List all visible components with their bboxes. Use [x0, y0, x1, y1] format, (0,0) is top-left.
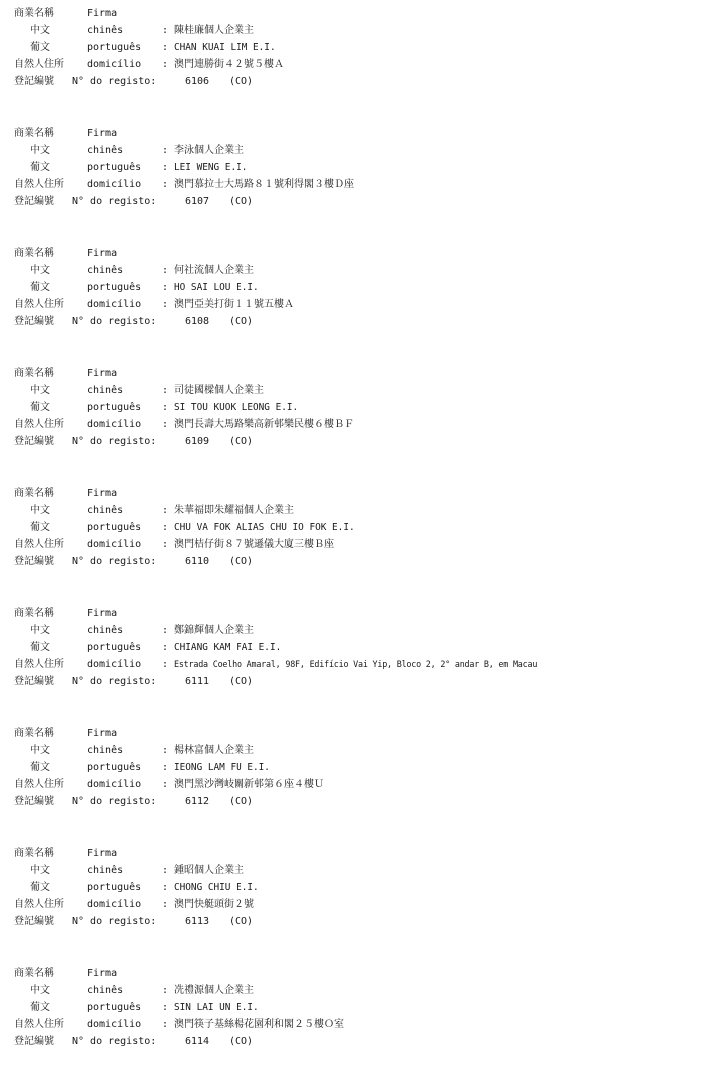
firma-label-pt: Firma: [87, 248, 118, 259]
registo-label-pt: N° do registo:: [72, 676, 157, 687]
registo-code: (CO): [229, 556, 254, 567]
domicilio-line: [0, 536, 714, 553]
registo-number: 6107: [185, 196, 210, 207]
portugues-label-cjk: 葡文: [30, 162, 50, 173]
firma-label-cjk: 商業名稱: [14, 248, 54, 259]
domicilio-line: [0, 656, 714, 673]
portugues-label-pt: português: [87, 282, 142, 293]
firma-label-pt: Firma: [87, 608, 118, 619]
separator: :: [162, 865, 169, 876]
chines-label-cjk: 中文: [30, 385, 50, 396]
separator: :: [162, 522, 169, 533]
chines-name-value: 冼禮源個人企業主: [174, 985, 254, 996]
firma-line: [0, 605, 714, 622]
separator: :: [162, 659, 169, 670]
registo-label-pt: N° do registo:: [72, 1036, 157, 1047]
separator: :: [162, 882, 169, 893]
domicilio-value: Estrada Coelho Amaral, 98F, Edifício Vai Yip, Bloco 2, 2° andar B, em Macau: [174, 659, 538, 669]
domicilio-label-cjk: 自然人住所: [14, 299, 64, 310]
domicilio-label-pt: domicílio: [87, 419, 142, 430]
firma-line: [0, 365, 714, 382]
portugues-line: [0, 399, 714, 416]
chines-label-cjk: 中文: [30, 745, 50, 756]
domicilio-label-pt: domicílio: [87, 59, 142, 70]
firma-line: [0, 245, 714, 262]
chines-line: [0, 22, 714, 39]
domicilio-label-cjk: 自然人住所: [14, 899, 64, 910]
firma-label-cjk: 商業名稱: [14, 728, 54, 739]
chines-label-pt: chinês: [87, 625, 124, 636]
domicilio-value: 澳門連勝街４２號５樓Ａ: [174, 59, 284, 70]
registo-line: [0, 73, 714, 90]
separator: :: [162, 299, 169, 310]
chines-line: [0, 382, 714, 399]
domicilio-line: [0, 776, 714, 793]
registo-number: 6108: [185, 316, 210, 327]
portugues-label-pt: português: [87, 1002, 142, 1013]
domicilio-label-pt: domicílio: [87, 779, 142, 790]
portugues-name-value: HO SAI LOU E.I.: [174, 282, 259, 293]
registo-label-cjk: 登記編號: [14, 796, 54, 807]
portugues-line: [0, 999, 714, 1016]
portugues-name-value: CHONG CHIU E.I.: [174, 882, 259, 893]
chines-name-value: 李泳個人企業主: [174, 145, 244, 156]
firma-label-pt: Firma: [87, 848, 118, 859]
registo-line: [0, 793, 714, 810]
firma-label-pt: Firma: [87, 728, 118, 739]
domicilio-label-cjk: 自然人住所: [14, 419, 64, 430]
separator: :: [162, 419, 169, 430]
domicilio-label-cjk: 自然人住所: [14, 659, 64, 670]
chines-name-value: 司徒國樑個人企業主: [174, 385, 264, 396]
separator: :: [162, 402, 169, 413]
portugues-name-value: CHAN KUAI LIM E.I.: [174, 42, 276, 53]
separator: :: [162, 265, 169, 276]
chines-name-value: 楊林富個人企業主: [174, 745, 254, 756]
registo-label-cjk: 登記編號: [14, 196, 54, 207]
separator: :: [162, 539, 169, 550]
chines-name-value: 陳桂廉個人企業主: [174, 25, 254, 36]
registo-code: (CO): [229, 796, 254, 807]
registo-line: [0, 193, 714, 210]
registo-label-pt: N° do registo:: [72, 76, 157, 87]
separator: :: [162, 779, 169, 790]
firma-label-pt: Firma: [87, 128, 118, 139]
portugues-label-pt: português: [87, 402, 142, 413]
portugues-label-cjk: 葡文: [30, 282, 50, 293]
portugues-name-value: SIN LAI UN E.I.: [174, 1002, 259, 1013]
chines-line: [0, 262, 714, 279]
portugues-name-value: CHU VA FOK ALIAS CHU IO FOK E.I.: [174, 522, 355, 533]
chines-name-value: 鄭錦輝個人企業主: [174, 625, 254, 636]
portugues-name-value: SI TOU KUOK LEONG E.I.: [174, 402, 299, 413]
domicilio-value: 澳門亞美打街１１號五樓Ａ: [174, 299, 294, 310]
chines-line: [0, 742, 714, 759]
separator: :: [162, 1019, 169, 1030]
domicilio-label-cjk: 自然人住所: [14, 179, 64, 190]
portugues-label-cjk: 葡文: [30, 642, 50, 653]
registo-line: [0, 673, 714, 690]
separator: :: [162, 59, 169, 70]
domicilio-label-pt: domicílio: [87, 1019, 142, 1030]
registo-label-cjk: 登記編號: [14, 436, 54, 447]
domicilio-line: [0, 176, 714, 193]
registo-number: 6114: [185, 1036, 210, 1047]
domicilio-label-cjk: 自然人住所: [14, 1019, 64, 1030]
separator: :: [162, 42, 169, 53]
domicilio-line: [0, 1016, 714, 1033]
registry-record: [0, 5, 714, 125]
portugues-label-pt: português: [87, 522, 142, 533]
registo-code: (CO): [229, 916, 254, 927]
chines-label-pt: chinês: [87, 145, 124, 156]
chines-label-pt: chinês: [87, 865, 124, 876]
registo-line: [0, 313, 714, 330]
domicilio-value: 澳門慕拉士大馬路８１號利得閣３樓Ｄ座: [174, 179, 354, 190]
registo-label-cjk: 登記編號: [14, 556, 54, 567]
chines-line: [0, 502, 714, 519]
registo-code: (CO): [229, 196, 254, 207]
registo-code: (CO): [229, 436, 254, 447]
domicilio-label-pt: domicílio: [87, 299, 142, 310]
separator: :: [162, 179, 169, 190]
registo-code: (CO): [229, 676, 254, 687]
portugues-label-pt: português: [87, 42, 142, 53]
domicilio-value: 澳門黑沙灣岐關新邨第６座４樓Ｕ: [174, 779, 324, 790]
registo-label-cjk: 登記編號: [14, 316, 54, 327]
chines-label-cjk: 中文: [30, 865, 50, 876]
firma-line: [0, 965, 714, 982]
registo-label-pt: N° do registo:: [72, 316, 157, 327]
registo-label-pt: N° do registo:: [72, 916, 157, 927]
domicilio-label-pt: domicílio: [87, 659, 142, 670]
chines-label-pt: chinês: [87, 265, 124, 276]
registo-number: 6109: [185, 436, 210, 447]
chines-name-value: 何社流個人企業主: [174, 265, 254, 276]
domicilio-label-cjk: 自然人住所: [14, 59, 64, 70]
registry-record: [0, 485, 714, 605]
chines-label-pt: chinês: [87, 385, 124, 396]
domicilio-label-cjk: 自然人住所: [14, 539, 64, 550]
chines-label-cjk: 中文: [30, 985, 50, 996]
firma-label-cjk: 商業名稱: [14, 128, 54, 139]
registo-number: 6112: [185, 796, 210, 807]
registo-label-pt: N° do registo:: [72, 556, 157, 567]
firma-label-cjk: 商業名稱: [14, 8, 54, 19]
separator: :: [162, 25, 169, 36]
registo-line: [0, 433, 714, 450]
domicilio-value: 澳門筷子基絲楊花園利和閣２５樓Ｏ室: [174, 1019, 344, 1030]
separator: :: [162, 282, 169, 293]
domicilio-line: [0, 416, 714, 433]
registry-record: [0, 365, 714, 485]
chines-line: [0, 142, 714, 159]
domicilio-line: [0, 56, 714, 73]
firma-line: [0, 485, 714, 502]
registo-line: [0, 913, 714, 930]
domicilio-line: [0, 296, 714, 313]
registry-list: [0, 5, 714, 1085]
firma-label-pt: Firma: [87, 488, 118, 499]
separator: :: [162, 899, 169, 910]
chines-label-pt: chinês: [87, 745, 124, 756]
domicilio-value: 澳門桔仔街８７號遜儀大廈三樓Ｂ座: [174, 539, 334, 550]
registo-number: 6113: [185, 916, 210, 927]
registo-line: [0, 1033, 714, 1050]
registry-record: [0, 605, 714, 725]
registry-record: [0, 245, 714, 365]
portugues-line: [0, 759, 714, 776]
registry-record: [0, 965, 714, 1085]
portugues-label-cjk: 葡文: [30, 522, 50, 533]
portugues-name-value: CHIANG KAM FAI E.I.: [174, 642, 282, 653]
portugues-label-pt: português: [87, 882, 142, 893]
chines-label-cjk: 中文: [30, 145, 50, 156]
registo-label-cjk: 登記編號: [14, 76, 54, 87]
separator: :: [162, 162, 169, 173]
separator: :: [162, 745, 169, 756]
chines-name-value: 鍾昭個人企業主: [174, 865, 244, 876]
chines-line: [0, 622, 714, 639]
domicilio-value: 澳門長壽大馬路樂高新邨樂民樓６樓ＢＦ: [174, 419, 354, 430]
chines-label-pt: chinês: [87, 25, 124, 36]
firma-label-cjk: 商業名稱: [14, 848, 54, 859]
portugues-line: [0, 39, 714, 56]
registo-label-cjk: 登記編號: [14, 916, 54, 927]
portugues-name-value: IEONG LAM FU E.I.: [174, 762, 270, 773]
firma-line: [0, 845, 714, 862]
registo-number: 6111: [185, 676, 210, 687]
firma-line: [0, 5, 714, 22]
separator: :: [162, 985, 169, 996]
separator: :: [162, 625, 169, 636]
separator: :: [162, 145, 169, 156]
domicilio-value: 澳門快艇頭街２號: [174, 899, 254, 910]
portugues-label-cjk: 葡文: [30, 882, 50, 893]
registo-label-pt: N° do registo:: [72, 436, 157, 447]
registo-line: [0, 553, 714, 570]
chines-label-cjk: 中文: [30, 265, 50, 276]
separator: :: [162, 505, 169, 516]
registo-number: 6110: [185, 556, 210, 567]
domicilio-label-pt: domicílio: [87, 179, 142, 190]
chines-line: [0, 982, 714, 999]
domicilio-label-pt: domicílio: [87, 539, 142, 550]
portugues-label-cjk: 葡文: [30, 42, 50, 53]
firma-label-pt: Firma: [87, 8, 118, 19]
chines-label-pt: chinês: [87, 985, 124, 996]
portugues-label-cjk: 葡文: [30, 1002, 50, 1013]
firma-label-pt: Firma: [87, 368, 118, 379]
registo-label-cjk: 登記編號: [14, 1036, 54, 1047]
registo-label-cjk: 登記編號: [14, 676, 54, 687]
registo-code: (CO): [229, 76, 254, 87]
chines-label-pt: chinês: [87, 505, 124, 516]
domicilio-label-pt: domicílio: [87, 899, 142, 910]
registo-label-pt: N° do registo:: [72, 196, 157, 207]
firma-label-cjk: 商業名稱: [14, 608, 54, 619]
firma-label-cjk: 商業名稱: [14, 968, 54, 979]
portugues-label-pt: português: [87, 162, 142, 173]
chines-label-cjk: 中文: [30, 625, 50, 636]
chines-label-cjk: 中文: [30, 505, 50, 516]
chines-line: [0, 862, 714, 879]
chines-name-value: 朱華福即朱耀福個人企業主: [174, 505, 294, 516]
separator: :: [162, 1002, 169, 1013]
portugues-label-cjk: 葡文: [30, 762, 50, 773]
separator: :: [162, 642, 169, 653]
firma-line: [0, 725, 714, 742]
separator: :: [162, 762, 169, 773]
portugues-name-value: LEI WENG E.I.: [174, 162, 248, 173]
registo-label-pt: N° do registo:: [72, 796, 157, 807]
domicilio-line: [0, 896, 714, 913]
portugues-line: [0, 879, 714, 896]
chines-label-cjk: 中文: [30, 25, 50, 36]
firma-label-cjk: 商業名稱: [14, 368, 54, 379]
registry-record: [0, 845, 714, 965]
registo-code: (CO): [229, 316, 254, 327]
portugues-line: [0, 159, 714, 176]
separator: :: [162, 385, 169, 396]
portugues-label-pt: português: [87, 642, 142, 653]
portugues-label-pt: português: [87, 762, 142, 773]
portugues-line: [0, 279, 714, 296]
domicilio-label-cjk: 自然人住所: [14, 779, 64, 790]
registo-code: (CO): [229, 1036, 254, 1047]
registo-number: 6106: [185, 76, 210, 87]
portugues-line: [0, 519, 714, 536]
firma-label-pt: Firma: [87, 968, 118, 979]
firma-label-cjk: 商業名稱: [14, 488, 54, 499]
registry-record: [0, 125, 714, 245]
portugues-line: [0, 639, 714, 656]
firma-line: [0, 125, 714, 142]
registry-record: [0, 725, 714, 845]
portugues-label-cjk: 葡文: [30, 402, 50, 413]
